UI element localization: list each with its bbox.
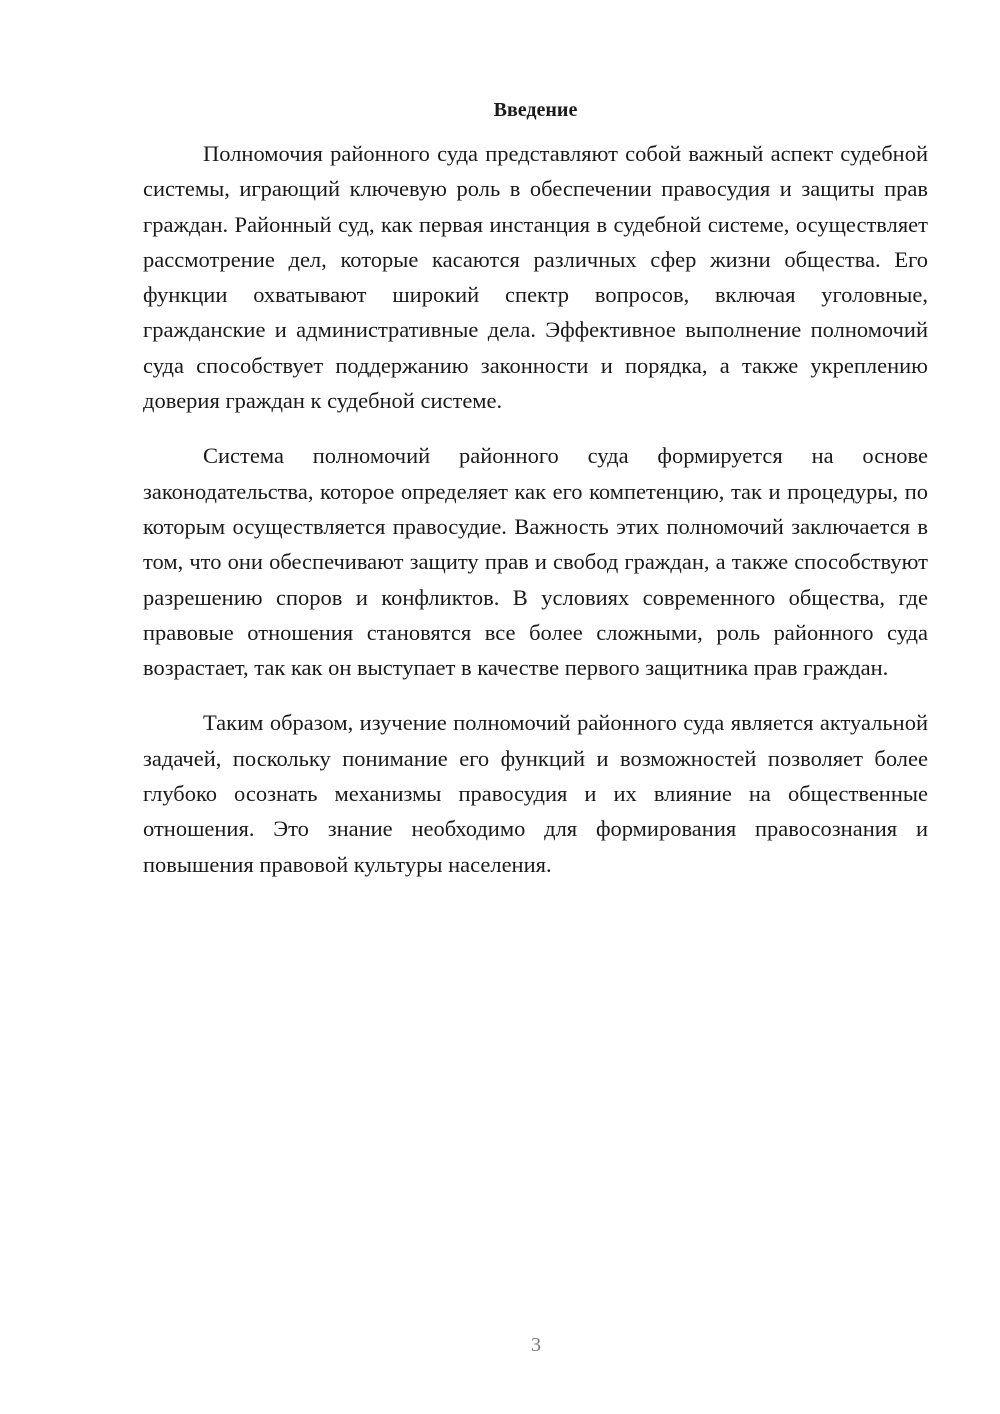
paragraph-1: Полномочия районного суда представляют собой важный аспект судебной системы, играющий ключевую роль в обеспечении правосудия и защиты прав граждан. Районный суд, как первая инстанция в судебной системе, осуществляет рассмотрение дел, которые касаются различных сфер жизни общества. Его функции охватывают широкий спектр вопросов, включая уголовные, гражданские и административные дела. Эффективное выполнение полномочий суда способствует поддержанию законности и порядка, а также укреплению доверия граждан к судебной системе. bbox=[143, 141, 928, 414]
page-number: 3 bbox=[531, 1334, 541, 1356]
paragraph-2: Система полномочий районного суда формируется на основе законодательства, которое определяет как его компетенцию, так и процедуры, по которым осуществляется правосудие. Важность этих полномочий заключается в том, что они обеспечивают защиту прав и свобод граждан, а также способствуют разрешению споров и конфликтов. В условиях современного общества, где правовые отношения становятся все более сложными, роль районного суда возрастает, так как он выступает в качестве первого защитника прав граждан. bbox=[143, 443, 928, 681]
paragraph-3: Таким образом, изучение полномочий районного суда является актуальной задачей, поскольку понимание его функций и возможностей позволяет более глубоко осознать механизмы правосудия и их влияние на общественные отношения. Это знание необходимо для формирования правосознания и повышения правовой культуры населения. bbox=[143, 710, 928, 877]
section-title: Введение bbox=[493, 99, 578, 121]
page-content bbox=[143, 96, 928, 902]
